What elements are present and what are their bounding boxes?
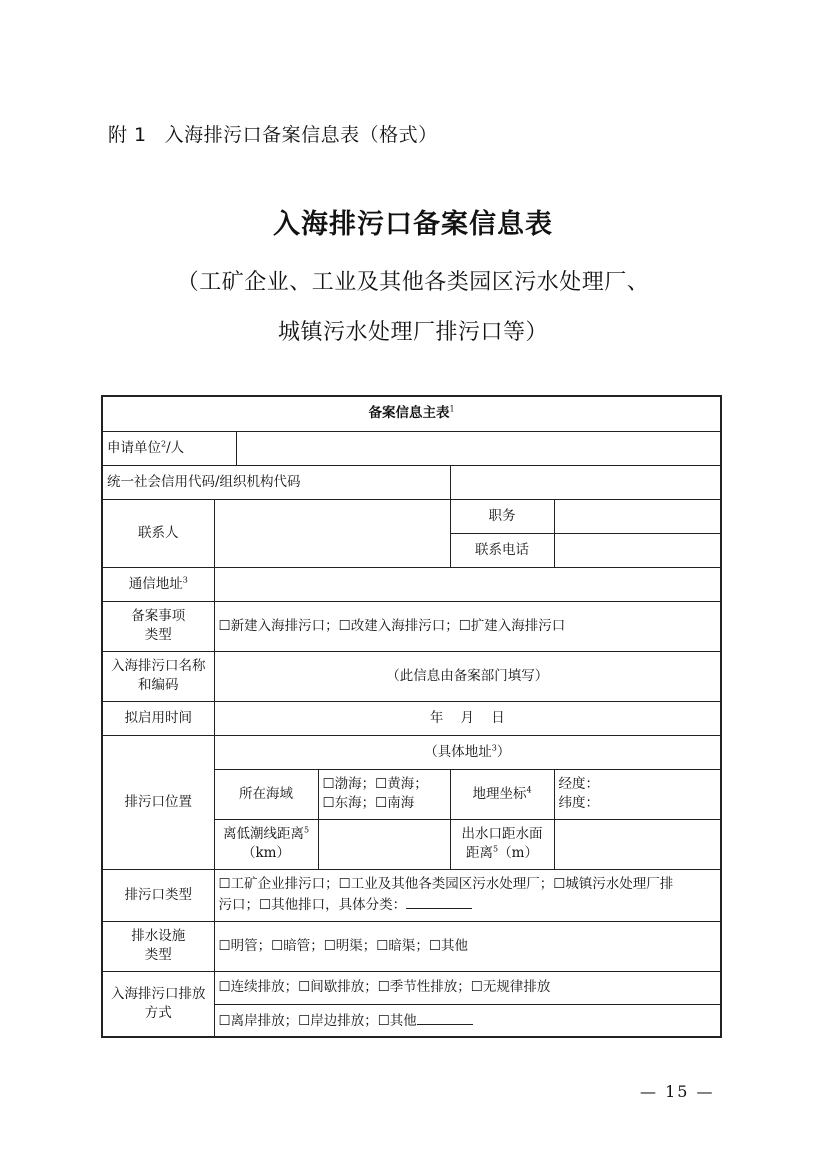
note-ref: 5 xyxy=(493,844,499,854)
low-tide-distance-label: 离低潮线距离$^5$ （km） xyxy=(214,819,318,869)
start-time-input[interactable]: 年 月 日 xyxy=(214,701,721,735)
note-ref: 3 xyxy=(491,743,497,752)
sea-area-options[interactable]: ☐渤海；☐黄海； ☐东海；☐南海 xyxy=(318,769,450,819)
phone-input[interactable] xyxy=(554,533,721,567)
page-number: — 15 — xyxy=(640,1082,715,1101)
outlet-type-label: 排污口类型 xyxy=(102,869,214,921)
outlet-type-options[interactable]: ☐工矿企业排污口；☐工业及其他各类园区污水处理厂；☐城镇污水处理厂排 污口；☐其他排口，具体分类： xyxy=(214,869,721,921)
start-time-label: 拟启用时间 xyxy=(102,701,214,735)
contact-person-label: 联系人 xyxy=(102,499,214,567)
document-subtitle-line2: 城镇污水处理厂排污口等） xyxy=(277,320,548,345)
water-surface-distance-label: 出水口距水面 距离$^5$（m） xyxy=(450,819,554,869)
low-tide-distance-input[interactable] xyxy=(318,819,450,869)
filing-type-options[interactable]: ☐新建入海排污口；☐改建入海排污口；☐扩建入海排污口 xyxy=(214,601,721,651)
table-header-cell xyxy=(102,396,721,431)
table-header: 备案信息主表 xyxy=(368,405,450,422)
discharge-mode-options-1[interactable]: ☐连续排放；☐间歇排放；☐季节性排放；☐无规律排放 xyxy=(214,971,721,1004)
note-ref: 2 xyxy=(161,439,167,448)
filing-form-table xyxy=(101,395,722,1038)
note-ref: 4 xyxy=(526,785,532,794)
document-subtitle-line1: （工矿企业、工业及其他各类园区污水处理厂、 xyxy=(176,270,650,295)
position-label: 职务 xyxy=(450,499,554,533)
fill-blank-line[interactable] xyxy=(406,894,472,909)
contact-person-input[interactable] xyxy=(214,499,450,567)
appendix-text: 入海排污口备案信息表（格式） xyxy=(164,124,438,146)
sea-area-label: 所在海域 xyxy=(214,769,318,819)
outlet-name-note: （此信息由备案部门填写） xyxy=(214,651,721,701)
fill-blank-line[interactable] xyxy=(417,1010,473,1025)
document-title: 入海排污口备案信息表 xyxy=(273,209,553,240)
applicant-label: 申请单位$^2$/人 xyxy=(102,431,236,465)
note-ref: 3 xyxy=(182,575,188,584)
filing-type-label: 备案事项 类型 xyxy=(102,601,214,651)
specific-address-cell[interactable]: （具体地址$^3$） xyxy=(214,735,721,769)
geo-coordinate-label: 地理坐标$^4$ xyxy=(450,769,554,819)
appendix-heading xyxy=(108,120,438,147)
note-ref: 5 xyxy=(303,825,310,835)
location-label: 排污口位置 xyxy=(102,735,214,869)
water-surface-distance-input[interactable] xyxy=(554,819,721,869)
phone-label: 联系电话 xyxy=(450,533,554,567)
credit-code-input[interactable] xyxy=(450,465,721,499)
appendix-label: 附 1 xyxy=(108,124,147,146)
geo-coordinate-input[interactable]: 经度： 纬度： xyxy=(554,769,721,819)
credit-code-label: 统一社会信用代码/组织机构代码 xyxy=(102,465,450,499)
drain-facility-label: 排水设施 类型 xyxy=(102,921,214,971)
discharge-mode-label: 入海排污口排放 方式 xyxy=(102,971,214,1037)
applicant-input[interactable] xyxy=(236,431,721,465)
address-input[interactable] xyxy=(214,567,721,601)
note-ref: 1 xyxy=(449,404,455,414)
drain-facility-options[interactable]: ☐明管；☐暗管；☐明渠；☐暗渠；☐其他 xyxy=(214,921,721,971)
discharge-mode-options-2[interactable]: ☐离岸排放；☐岸边排放；☐其他 xyxy=(214,1004,721,1037)
outlet-name-label: 入海排污口名称 和编码 xyxy=(102,651,214,701)
address-label: 通信地址$^3$ xyxy=(102,567,214,601)
position-input[interactable] xyxy=(554,499,721,533)
